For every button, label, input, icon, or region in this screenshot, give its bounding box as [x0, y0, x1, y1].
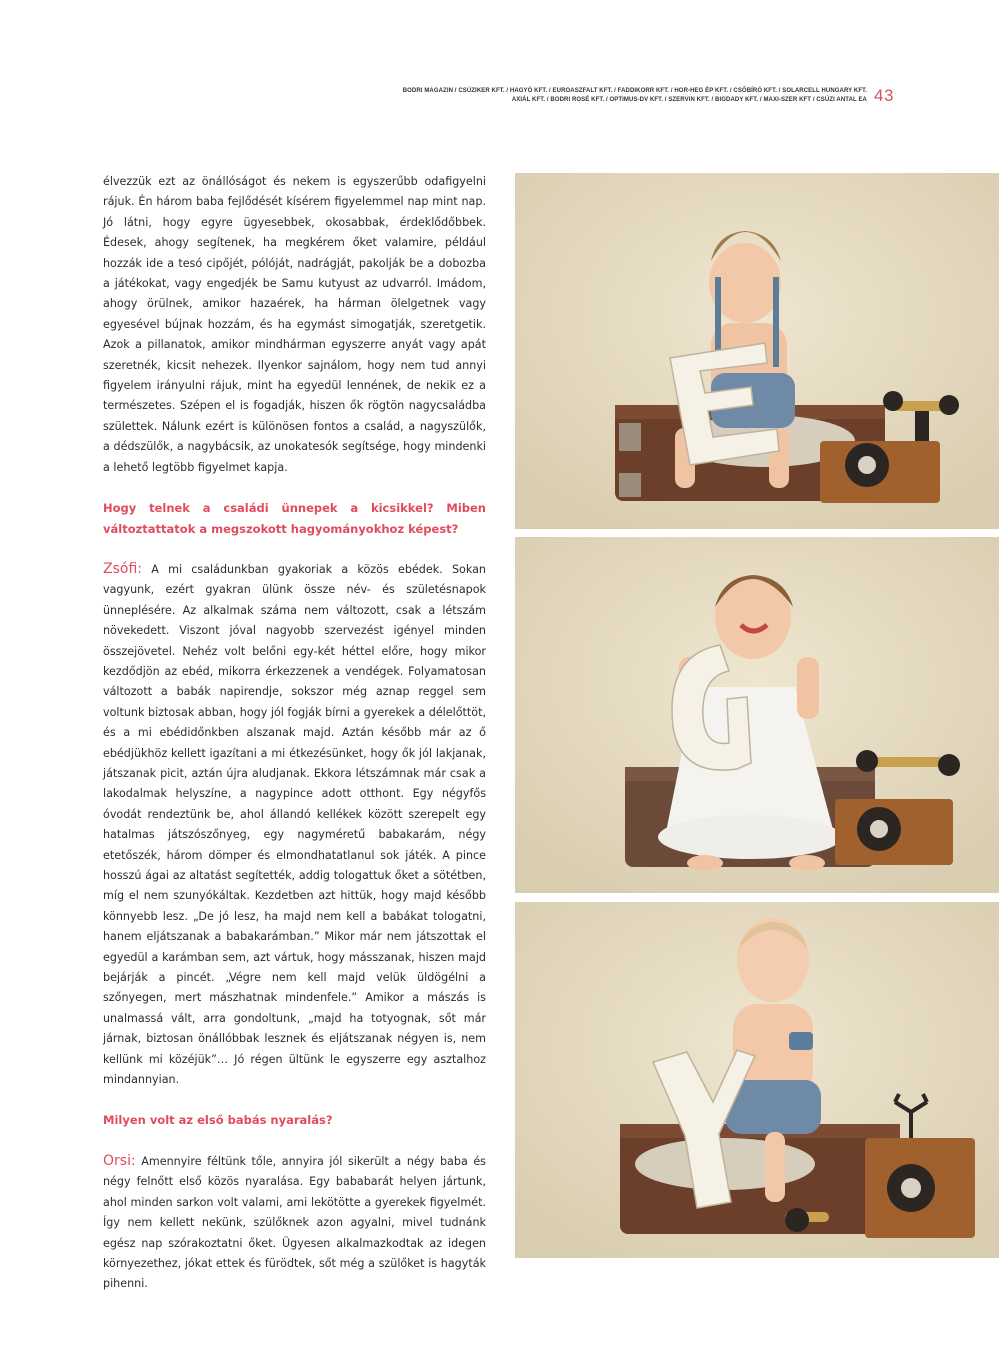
- header-companies-line2: AXIÁL KFT. / BODRI ROSÉ KFT. / OPTIMUS-DV KFT. / SZERVIN KFT. / BIGDADY KFT. / MAXI-SZER KFT / CSÚZI ANTAL EA: [511, 97, 867, 103]
- question-2: Milyen volt az első babás nyaralás?: [103, 1113, 333, 1128]
- photo-baby-letter-y: [515, 902, 999, 1258]
- answer-1-text: A mi családunkban gyakoriak a közös ebédek. Sokan vagyunk, ezért gyakran ülünk össze név- és születésnapok ünneplésére. Az alkalmak száma nem változott, csak a létszám növekedett. Viszont jóval nagyobb szervezést igényel minden összejövetel. Nehéz volt belőni egy-két héttel előre, hogy mikor kezdődjön az ebéd, mikorra érkezzenek a vendégek. Folyamatosan változott a babák napirendje, sokszor még aznap reggel sem voltunk biztosak abban, hogy jól fogják bírni a gyerekek a délelőttöt, és a mi ebédidőnkben alszanak majd. Aztán később már az ő ebédjükhöz kellett igazítani a mi étkezésünket, hogy ők jól lakjanak, játszanak picit, aztán újra aludjanak. Ekkora létszámnak már csak a lakodalmak helyszíne, a nagypince adott otthont. Egy négyfős óvodát rendeztünk be, ahol állandó kellékek között szerepelt egy hatalmas játszószőnyeg, egy nagyméretű babakarám, négy etetőszék, három dömper és elmondhatatlanul sok játék. A pince hosszú ágai az altatást segítették, addig tologattuk őket a sötétben, míg el nem szunyókáltak. Kezdetben azt hittük, hogy majd később könnyebb lesz. „De jó lesz, ha majd nem kell a babákat tologatni, hanem eljátszanak a babakarámban.” Mikor már nem játszottak el egyedül a karámban sem, azt vártuk, hogy másszanak, hiszen majd bejárják a pincét. „Végre nem kell majd velük üldögélni a szőnyegen, mert mászhatnak mindenfele.” Amikor a mászás is unalmassá vált, arra gondoltunk, „majd ha totyognak, sőt már járnak, biztosan önállóbbak lesznek és eljátszanak négyen is, nem kellünk mi közéjük”… Jó régen ültünk le egyszerre egy asztalhoz mindannyian.: [103, 562, 486, 1087]
- page-number: 43: [874, 86, 894, 105]
- answer-2-text: Amennyire féltünk tőle, annyira jól sikerült a négy baba és négy felnőtt első közös nyaralása. Egy bababarát helyen jártunk, ahol minden sarkon volt valami, ami lekötötte a gyerekek figyelmét. Így nem kellett nekünk, szülőknek azon agyalni, mivel tudnánk egész nap szórakoztatni őket. Ügyesen alkalmazkodtak az idegen környezethez, jókat ettek és fürödtek, sőt még a szülőket is hagyták pihenni.: [103, 1154, 486, 1291]
- photo-baby-letter-g: [515, 537, 999, 893]
- photo-baby-letter-e: [515, 173, 999, 529]
- answer-2: [103, 1151, 486, 1295]
- running-header: [403, 87, 867, 105]
- question-1: Hogy telnek a családi ünnepek a kicsikkel? Miben változtattatok a megszokott hagyományokhoz képest?: [103, 501, 486, 536]
- header-companies-line1: BODRI MAGAZIN / CSÚZIKER KFT. / HAGYÓ KFT. / EUROASZFALT KFT. / FADDIKORR KFT. / HOR-HEG ÉP KFT. / CSŐBÍRÓ KFT. / SOLARCELL HUNGARY KFT.: [402, 88, 867, 94]
- article-column: [103, 172, 486, 1295]
- speaker-zsofi: Zsófi:: [103, 560, 142, 577]
- speaker-orsi: Orsi:: [103, 1152, 136, 1169]
- article-paragraph-1: élvezzük ezt az önállóságot és nekem is egyszerűbb odafigyelni rájuk. Én három baba fejlődését kísérem figyelemmel nap mint nap. Jó látni, hogy egyre ügyesebbek, okosabbak, érdeklődőbbek. Édesek, ahogy segítenek, ha megkérem őket valamire, például hozzák ide a tesó cipőjét, pólóját, nadrágját, pakolják be a dobozba a játékokat, vagy engedjék be Samu kutyust az udvarról. Imádom, ahogy örülnek, amikor hazaérek, ha hárman ölelgetnek vagy egyesével bújnak hozzám, és ha egymást simogatják, szeretgetik. Azok a pillanatok, amikor mindhárman egyszerre anyát vagy apát szeretnék, kicsit nehezek. Ilyenkor sajnálom, hogy nem tud annyi figyelem irányulni rájuk, mint ha egyedül lennének, de nekik ez a természetes. Szépen el is fogadják, hiszen ők rögtön nagycsaládba születtek. Nálunk ezért is különösen fontos a család, a nagyszülők, a dédszülők, a nagybácsik, az unokatesók segítsége, hogy mindenki a lehető legtöbb figyelmet kapja.: [103, 175, 486, 474]
- answer-1: [103, 559, 486, 1091]
